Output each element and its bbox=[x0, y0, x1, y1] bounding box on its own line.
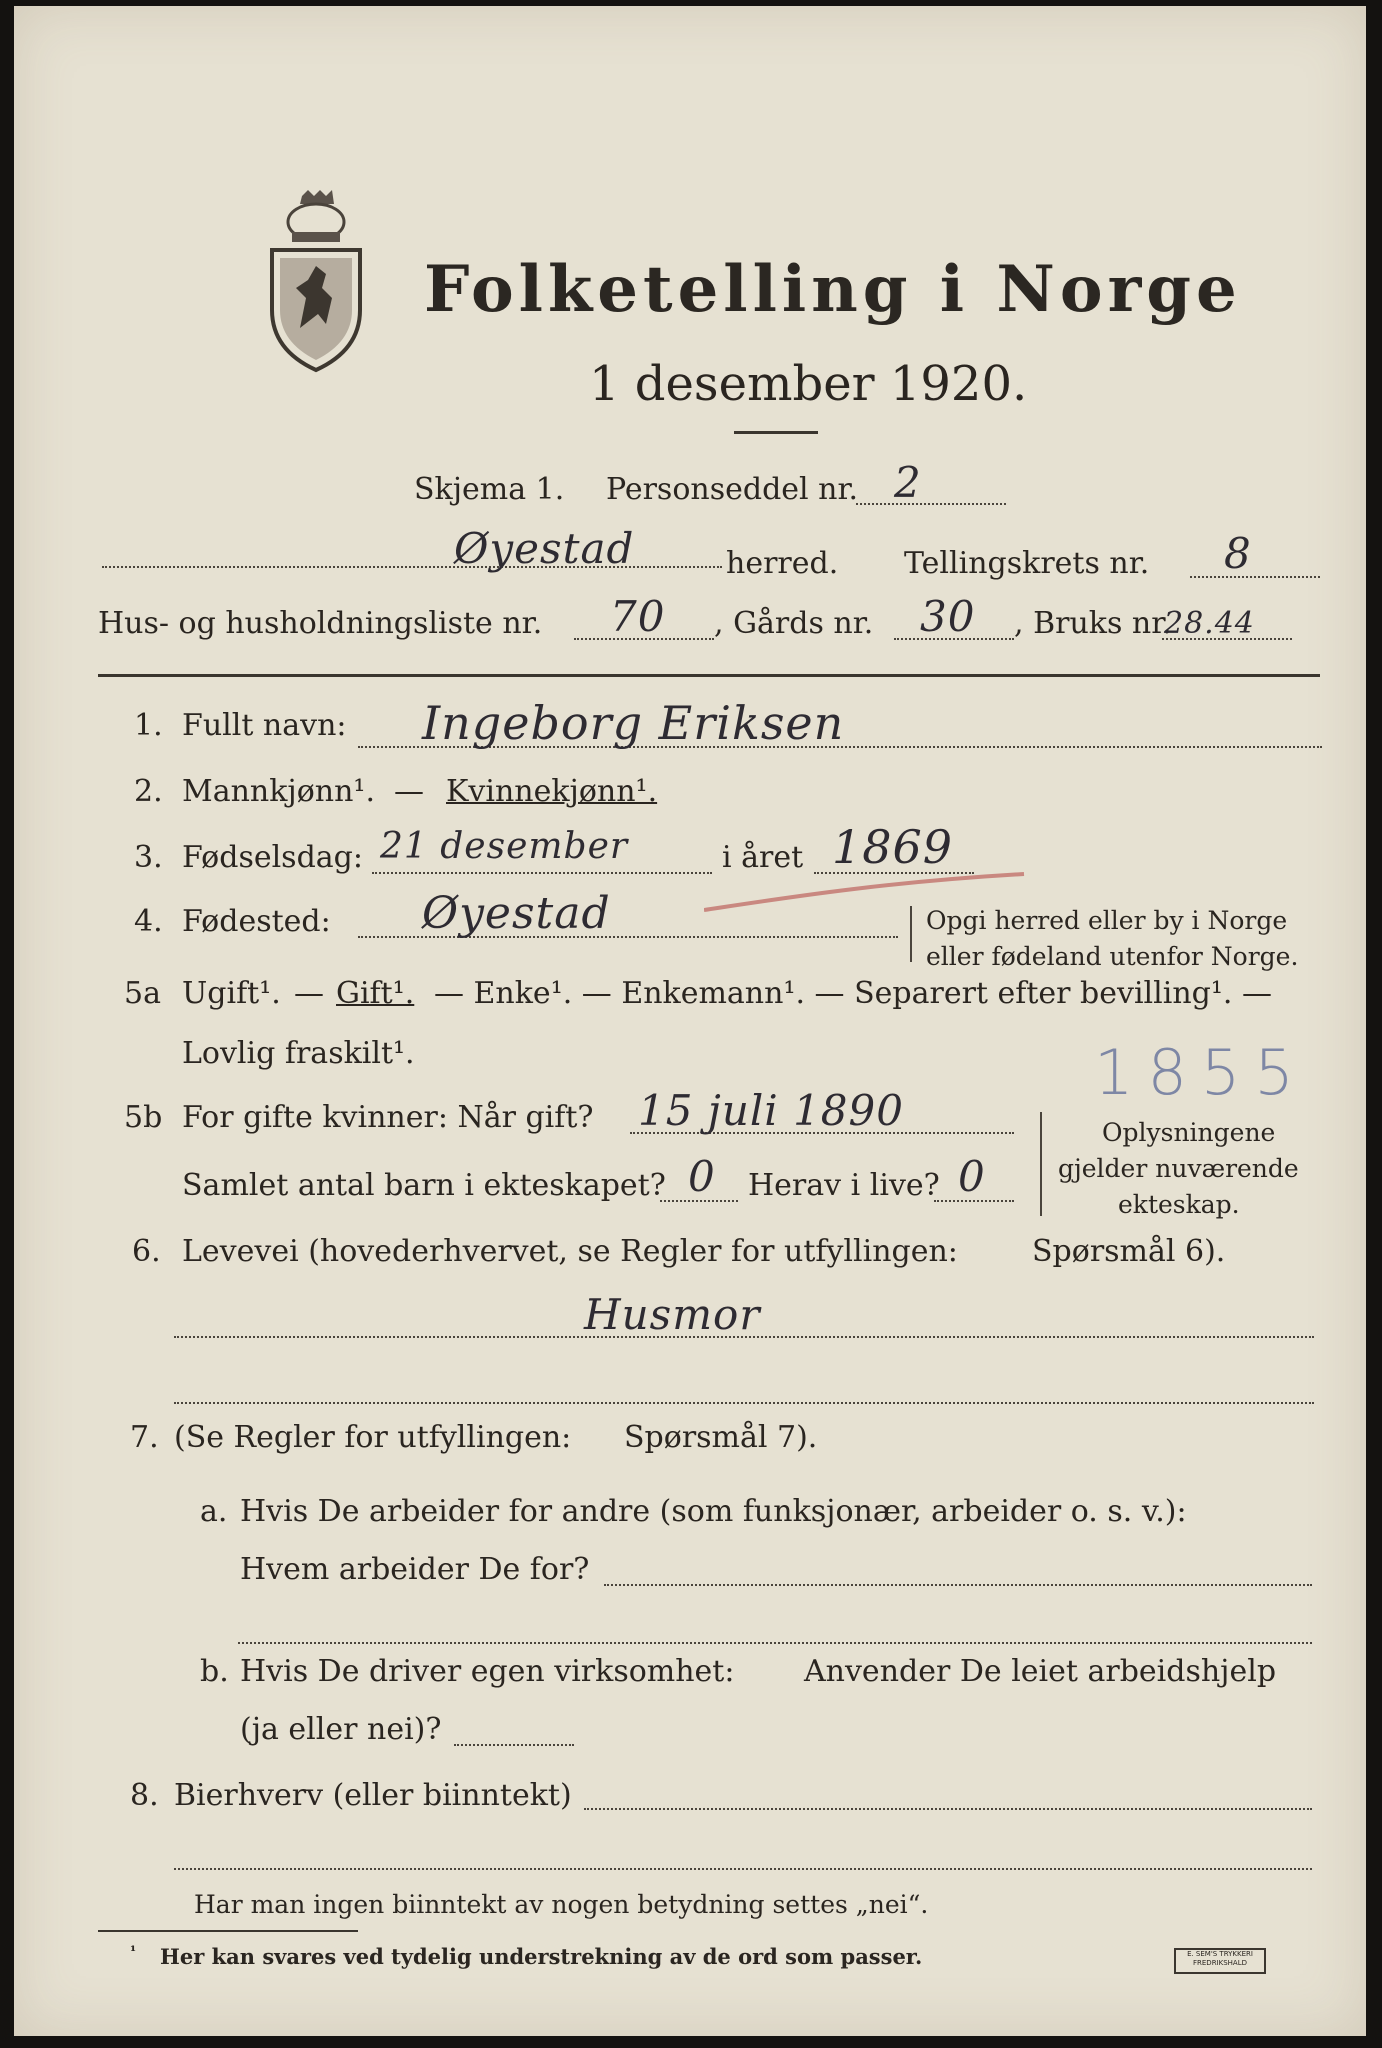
tellingskrets-line bbox=[1190, 576, 1320, 578]
q7b-question: Anvender De leiet arbeidshjelp bbox=[804, 1654, 1277, 1689]
q5b-label: For gifte kvinner: Når gift? bbox=[182, 1100, 594, 1135]
q5b-children-value: 0 bbox=[688, 1152, 716, 1201]
q6-number: 6. bbox=[132, 1234, 161, 1269]
q8-answer-line1 bbox=[584, 1808, 1312, 1810]
hus-value: 70 bbox=[610, 592, 666, 641]
q5a-number: 5a bbox=[124, 976, 161, 1011]
q2-female-underlined: Kvinnekjønn¹. bbox=[446, 774, 658, 809]
q4-note-line1: Opgi herred eller by i Norge bbox=[926, 906, 1288, 935]
q3-year-label: i året bbox=[722, 840, 804, 875]
gards-label: , Gårds nr. bbox=[714, 606, 874, 641]
q5b-note-line1: Oplysningene bbox=[1102, 1118, 1276, 1147]
q8-label: Bierhverv (eller biinntekt) bbox=[174, 1778, 572, 1813]
q5a-gift-underlined: Gift¹. bbox=[336, 976, 415, 1011]
personseddel-value: 2 bbox=[894, 458, 922, 507]
q5b-note-line3: ekteskap. bbox=[1118, 1190, 1240, 1219]
q8-number: 8. bbox=[130, 1778, 159, 1813]
q7b-letter: b. bbox=[200, 1654, 229, 1689]
q1-number: 1. bbox=[134, 708, 163, 743]
skjema-label: Skjema 1. bbox=[414, 472, 565, 507]
q2-male: Mannkjønn¹. bbox=[182, 774, 375, 809]
q6-occupation-value: Husmor bbox=[584, 1290, 761, 1339]
bruks-value: 28.44 bbox=[1164, 606, 1255, 641]
q7b-answer-line bbox=[454, 1744, 574, 1746]
herred-label: herred. bbox=[726, 546, 839, 581]
q4-number: 4. bbox=[134, 904, 163, 939]
hus-label: Hus- og husholdningsliste nr. bbox=[98, 606, 543, 641]
q3-label: Fødselsdag: bbox=[182, 840, 363, 875]
q5b-alive-label: Herav i live? bbox=[748, 1168, 940, 1203]
header-separator bbox=[98, 674, 1320, 677]
q4-label: Fødested: bbox=[182, 904, 331, 939]
printer-stamp bbox=[1174, 1948, 1266, 1974]
tellingskrets-label: Tellingskrets nr. bbox=[904, 546, 1150, 581]
q7a-answer-line1 bbox=[604, 1584, 1312, 1586]
q7-number: 7. bbox=[130, 1420, 159, 1455]
q7-reference: Spørsmål 7). bbox=[624, 1420, 818, 1455]
q3-birthday-line bbox=[372, 872, 712, 874]
q6-reference: Spørsmål 6). bbox=[1032, 1234, 1226, 1269]
q5a-ugift: Ugift¹. bbox=[182, 976, 281, 1011]
personseddel-line bbox=[856, 503, 1006, 505]
q5b-note-line2: gjelder nuværende bbox=[1058, 1154, 1299, 1183]
q1-label: Fullt navn: bbox=[182, 708, 347, 743]
q3-birthday-value: 21 desember bbox=[380, 826, 629, 867]
q3-number: 3. bbox=[134, 840, 163, 875]
q6-label: Levevei (hovederhvervet, se Regler for utfyllingen: bbox=[182, 1234, 958, 1269]
biinntekt-note: Har man ingen biinntekt av nogen betydning settes „nei“. bbox=[194, 1890, 929, 1919]
q7a-letter: a. bbox=[200, 1494, 228, 1529]
footnote-text: Her kan svares ved tydelig understrekning av de ord som passer. bbox=[160, 1944, 923, 1969]
footnote-mark: ¹ bbox=[130, 1944, 137, 1960]
q2-number: 2. bbox=[134, 774, 163, 809]
q5b-note-bracket bbox=[1040, 1112, 1045, 1216]
q7a-line2: Hvem arbeider De for? bbox=[240, 1552, 590, 1587]
q5a-line2: Lovlig fraskilt¹. bbox=[182, 1036, 415, 1071]
q7a-answer-line2 bbox=[238, 1642, 1312, 1644]
marginal-year-note: 1855 bbox=[1094, 1036, 1308, 1109]
q7b-line2: (ja eller nei)? bbox=[240, 1712, 442, 1747]
form-title: Folketelling i Norge bbox=[424, 252, 1242, 327]
tellingskrets-value: 8 bbox=[1224, 529, 1252, 578]
q4-birthplace-value: Øyestad bbox=[422, 888, 611, 939]
q7-label: (Se Regler for utfyllingen: bbox=[174, 1420, 572, 1455]
q1-full-name: Ingeborg Eriksen bbox=[422, 696, 845, 750]
q5a-separator: — bbox=[294, 976, 324, 1011]
q5b-number: 5b bbox=[124, 1100, 163, 1135]
q7b-label: Hvis De driver egen virksomhet: bbox=[240, 1654, 735, 1689]
printer-stamp-line2: FREDRIKSHALD bbox=[1192, 1959, 1247, 1967]
gards-value: 30 bbox=[920, 592, 976, 641]
footnote-rule bbox=[98, 1930, 358, 1932]
q6-line2 bbox=[174, 1402, 1314, 1404]
norway-coat-of-arms-icon bbox=[262, 188, 370, 374]
bruks-label: , Bruks nr. bbox=[1014, 606, 1172, 641]
printer-stamp-line1: E. SEM'S TRYKKERI bbox=[1187, 1950, 1253, 1958]
q5b-alive-value: 0 bbox=[958, 1152, 986, 1201]
q5b-married-date: 15 juli 1890 bbox=[638, 1086, 904, 1135]
title-divider bbox=[734, 431, 818, 434]
q4-note-line2: eller fødeland utenfor Norge. bbox=[926, 942, 1299, 971]
census-form-page bbox=[14, 6, 1366, 2036]
q7a-label: Hvis De arbeider for andre (som funksjonær, arbeider o. s. v.): bbox=[240, 1494, 1187, 1529]
q5a-other-options: — Enke¹. — Enkemann¹. — Separert efter bevilling¹. — bbox=[434, 976, 1272, 1011]
q5b-children-label: Samlet antal barn i ekteskapet? bbox=[182, 1168, 666, 1203]
q3-year-value: 1869 bbox=[832, 820, 954, 874]
q2-separator: — bbox=[394, 774, 424, 809]
herred-value: Øyestad bbox=[454, 524, 635, 573]
q4-note-bracket bbox=[910, 906, 915, 962]
q8-answer-line2 bbox=[174, 1868, 1312, 1870]
census-date: 1 desember 1920. bbox=[589, 356, 1028, 412]
personseddel-label: Personseddel nr. bbox=[606, 472, 859, 507]
